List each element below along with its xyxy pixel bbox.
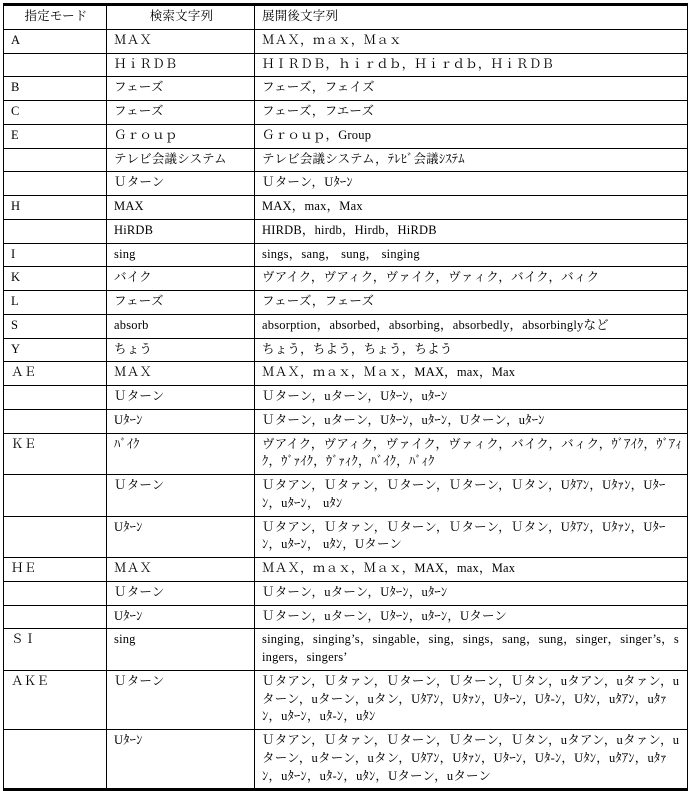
mode-cell (4, 605, 107, 629)
mode-cell: ＳＩ (4, 629, 107, 671)
query-string-cell: ＭＡＸ (107, 558, 255, 582)
table-row (4, 243, 688, 267)
mode-cell (4, 172, 107, 196)
mode-cell: K (4, 267, 107, 291)
expanded-string-cell: MAX，max，Max (255, 196, 688, 220)
table-row (4, 581, 688, 605)
table-row (4, 267, 688, 291)
query-string-cell: MAX (107, 196, 255, 220)
expanded-string-cell: Ｕターン，uターン，Uﾀｰﾝ，uﾀｰﾝ (255, 581, 688, 605)
mode-cell: H (4, 196, 107, 220)
mode-cell (4, 53, 107, 77)
table-row (4, 362, 688, 386)
mode-cell: E (4, 124, 107, 148)
query-string-cell: Ｇｒｏｕｐ (107, 124, 255, 148)
mode-cell (4, 516, 107, 558)
table-header (4, 5, 688, 30)
query-string-cell: sing (107, 243, 255, 267)
query-string-cell: Uﾀｰﾝ (107, 409, 255, 433)
table-row (4, 291, 688, 315)
query-string-cell: HiRDB (107, 219, 255, 243)
column-header-mode: 指定モード (4, 5, 107, 30)
expanded-string-cell: ヴアイク，ヴアィク，ヴァイク，ヴァィク，バイク，バィク (255, 267, 688, 291)
table-row (4, 558, 688, 582)
table-row (4, 314, 688, 338)
expanded-string-cell: Ｕタアン，Ｕタァン，Ｕターン，Ｕターン，Ｕタン，Uﾀｱﾝ，Uﾀｧﾝ，Uﾀｰﾝ，uﾀｰﾝ， uﾀﾝ (255, 475, 688, 517)
mode-cell (4, 148, 107, 172)
mode-cell (4, 581, 107, 605)
expanded-string-cell: ＨＩＲＤＢ，ｈｉｒｄｂ，Ｈｉｒｄｂ，ＨｉＲＤＢ (255, 53, 688, 77)
expanded-string-cell: HIRDB，hirdb，Hirdb，HiRDB (255, 219, 688, 243)
table-row (4, 101, 688, 125)
mode-cell: ＨＥ (4, 558, 107, 582)
expanded-string-cell: フェーズ，フエーズ (255, 101, 688, 125)
mode-cell: ＡＥ (4, 362, 107, 386)
expanded-string-cell: Ｕタアン，Ｕタァン，Ｕターン，Ｕターン，Ｕタン，uタアン，uタァン，uターン，uターン，uタン，Uﾀｱﾝ，Uﾀｧﾝ，Uﾀｰﾝ，Uﾀ-ﾝ，Uﾀﾝ，uﾀｱﾝ，uﾀｧﾝ，uﾀｰﾝ，uﾀ-ﾝ，uﾀﾝ (255, 670, 688, 729)
table-row (4, 475, 688, 517)
table-row (4, 196, 688, 220)
mode-cell: S (4, 314, 107, 338)
expansion-table (3, 3, 688, 791)
expanded-string-cell: フェーズ，フェーズ (255, 291, 688, 315)
table-row (4, 124, 688, 148)
mode-cell: L (4, 291, 107, 315)
query-string-cell: ＭＡＸ (107, 362, 255, 386)
query-string-cell: Uﾀｰﾝ (107, 730, 255, 790)
query-string-cell: フェーズ (107, 291, 255, 315)
query-string-cell: Uﾀｰﾝ (107, 605, 255, 629)
query-string-cell: フェーズ (107, 101, 255, 125)
mode-cell (4, 386, 107, 410)
query-string-cell: Ｕターン (107, 475, 255, 517)
expanded-string-cell: ＭＡＸ，ｍａｘ，Ｍａｘ，MAX，max，Max (255, 558, 688, 582)
expanded-string-cell: Ｕターン，uターン，Uﾀｰﾝ，uﾀｰﾝ，Uターン (255, 605, 688, 629)
query-string-cell: Ｕターン (107, 386, 255, 410)
query-string-cell: Ｕターン (107, 581, 255, 605)
table-row (4, 433, 688, 475)
expanded-string-cell: テレビ会議システム，ﾃﾚﾋﾞ会議ｼｽﾃﾑ (255, 148, 688, 172)
expanded-string-cell: Ｕタアン，Ｕタァン，Ｕターン，Ｕターン，Ｕタン，uタアン，uタァン，uターン，uターン，uタン，Uﾀｱﾝ，Uﾀｧﾝ，Uﾀｰﾝ，Uﾀ-ﾝ，Uﾀﾝ，uﾀｱﾝ，uﾀｧﾝ，uﾀｰﾝ，uﾀ-ﾝ，uﾀﾝ，Uターン，uターン (255, 730, 688, 790)
query-string-cell: sing (107, 629, 255, 671)
table-row (4, 605, 688, 629)
expanded-string-cell: Ｕターン，Uﾀｰﾝ (255, 172, 688, 196)
column-header-expanded: 展開後文字列 (255, 5, 688, 30)
query-string-cell: ちょう (107, 338, 255, 362)
mode-cell: ＡＫＥ (4, 670, 107, 729)
expanded-string-cell: absorption，absorbed，absorbing，absorbedly，absorbinglyなど (255, 314, 688, 338)
expanded-string-cell: ＭＡＸ，ｍａｘ，Ｍａｘ (255, 29, 688, 53)
expanded-string-cell: Ｕターン，uターン，Uﾀｰﾝ，uﾀｰﾝ，Uターン，uﾀｰﾝ (255, 409, 688, 433)
table-row (4, 53, 688, 77)
query-string-cell: Uﾀｰﾝ (107, 516, 255, 558)
expanded-string-cell: Ｕタアン，Ｕタァン，Ｕターン，Ｕターン，Ｕタン，Uﾀｱﾝ，Uﾀｧﾝ，Uﾀｰﾝ，uﾀｰﾝ， uﾀﾝ，Uターン (255, 516, 688, 558)
query-string-cell: ＭＡＸ (107, 29, 255, 53)
header-row (4, 5, 688, 30)
query-string-cell: absorb (107, 314, 255, 338)
expanded-string-cell: singing，singing’s，singable，sing，sings，sang，sung，singer，singer’s，singers，singers’ (255, 629, 688, 671)
query-string-cell: ＨｉＲＤＢ (107, 53, 255, 77)
table-row (4, 409, 688, 433)
query-string-cell: Ｕターン (107, 670, 255, 729)
table-row (4, 670, 688, 729)
expanded-string-cell: ちょう，ちよう，ちょう，ちよう (255, 338, 688, 362)
mode-cell: B (4, 77, 107, 101)
expanded-string-cell: sings，sang， sung， singing (255, 243, 688, 267)
mode-cell (4, 219, 107, 243)
table-row (4, 629, 688, 671)
query-string-cell: バイク (107, 267, 255, 291)
table-row (4, 77, 688, 101)
document-page (0, 3, 690, 783)
table-row (4, 338, 688, 362)
table-row (4, 516, 688, 558)
expanded-string-cell: ヴアイク，ヴアィク，ヴァイク，ヴァィク，バイク，バィク，ｳﾞｱｲｸ，ｳﾞｱｨｸ，ｳﾞｧｲｸ，ｳﾞｧｨｸ，ﾊﾞｲｸ，ﾊﾞｨｸ (255, 433, 688, 475)
mode-cell: Y (4, 338, 107, 362)
column-header-query: 検索文字列 (107, 5, 255, 30)
query-string-cell: ﾊﾞｲｸ (107, 433, 255, 475)
mode-cell (4, 409, 107, 433)
table-row (4, 730, 688, 790)
mode-cell: C (4, 101, 107, 125)
query-string-cell: テレビ会議システム (107, 148, 255, 172)
table-row (4, 386, 688, 410)
query-string-cell: フェーズ (107, 77, 255, 101)
mode-cell: I (4, 243, 107, 267)
mode-cell (4, 475, 107, 517)
expanded-string-cell: Ｕターン，uターン，Uﾀｰﾝ，uﾀｰﾝ (255, 386, 688, 410)
query-string-cell: Ｕターン (107, 172, 255, 196)
expanded-string-cell: フェーズ，フェイズ (255, 77, 688, 101)
table-row (4, 148, 688, 172)
table-body (4, 29, 688, 790)
table-row (4, 219, 688, 243)
table-row (4, 172, 688, 196)
expanded-string-cell: Ｇｒｏｕｐ，Group (255, 124, 688, 148)
mode-cell: ＫＥ (4, 433, 107, 475)
table-row (4, 29, 688, 53)
mode-cell (4, 730, 107, 790)
expanded-string-cell: ＭＡＸ，ｍａｘ，Ｍａｘ，MAX，max，Max (255, 362, 688, 386)
mode-cell: A (4, 29, 107, 53)
